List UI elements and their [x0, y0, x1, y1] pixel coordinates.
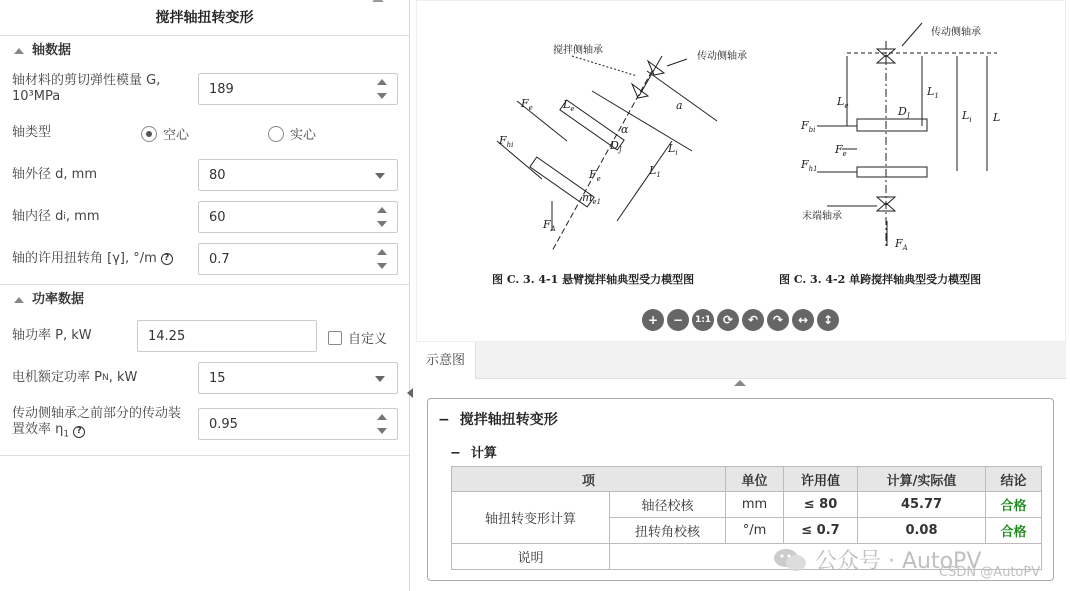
panel-collapse-handle[interactable]	[372, 0, 384, 2]
rotate-right-icon[interactable]: ↷	[767, 309, 789, 331]
result-panel	[427, 398, 1054, 581]
label-stir-bearing: 搅拌侧轴承	[553, 45, 603, 56]
status-badge: 合格	[986, 518, 1042, 544]
flip-horizontal-icon[interactable]: ↔	[792, 309, 814, 331]
label-text: 电机额定功率 P	[12, 370, 102, 385]
zoom-in-icon[interactable]: +	[642, 309, 664, 331]
label-Le-right: $L_e$	[837, 95, 849, 111]
input-value: 14.25	[148, 328, 186, 344]
section-header-shaft[interactable]	[0, 36, 409, 66]
panel-title: 搅拌轴扭转变形	[0, 0, 409, 36]
label-line2: 10³MPa	[12, 89, 61, 104]
checkbox-label: 自定义	[348, 332, 388, 347]
note-label-cell: 说明	[452, 544, 610, 570]
label-line1: 传动侧轴承之前部分的传动装	[12, 405, 182, 421]
label-Fh1: $F_{h1}$	[801, 158, 818, 174]
wechat-icon	[773, 547, 807, 573]
shaft-power-label: 轴功率 P, kW	[12, 328, 92, 343]
outer-diameter-select[interactable]	[198, 159, 398, 191]
label-text: , kW	[108, 370, 138, 385]
section-header-power[interactable]	[0, 285, 409, 315]
stepper[interactable]	[377, 207, 387, 227]
stepper[interactable]	[377, 414, 387, 434]
label-Li: $L_i$	[668, 142, 678, 158]
radio-label: 实心	[290, 128, 317, 143]
allow-twist-label	[12, 238, 173, 280]
input-value: 0.95	[209, 416, 238, 432]
input-panel	[0, 0, 410, 591]
splitter-handle[interactable]	[407, 388, 413, 398]
value-cell: 45.77	[858, 492, 986, 518]
row-shaft-power	[0, 315, 409, 357]
radio-solid[interactable]	[268, 124, 316, 143]
table-header	[452, 467, 1042, 492]
label-line2	[12, 422, 85, 443]
label-Fe2: $F_e$	[589, 168, 601, 184]
label-sub: N	[101, 373, 109, 383]
header-item: 项	[452, 467, 726, 492]
left-figure-caption: 图 C. 3. 4-1 悬臂搅拌轴典型受力模型图	[492, 273, 695, 286]
radio-unselected-icon	[268, 126, 284, 142]
force-diagram	[417, 1, 1067, 301]
input-value: 60	[209, 209, 226, 225]
shaft-type-label: 轴类型	[12, 125, 52, 140]
motor-power-label	[12, 357, 137, 399]
checkbox-box	[328, 331, 342, 345]
label-Fe: $F_e$	[521, 97, 533, 113]
header-allow: 许用值	[784, 467, 858, 492]
row-efficiency	[0, 399, 409, 449]
label-L1-right: $L_1$	[927, 85, 939, 101]
tab-diagram[interactable]: 示意图	[416, 342, 476, 379]
collapse-icon	[14, 297, 24, 303]
watermark-text: 公众号 · AutoPV	[815, 549, 982, 574]
stepper[interactable]	[377, 79, 387, 99]
item-cell: 扭转角校核	[610, 518, 726, 544]
label-Dj-right: $D_J$	[898, 105, 910, 121]
inner-diameter-label	[12, 196, 100, 238]
custom-checkbox[interactable]	[328, 328, 387, 347]
status-badge: 合格	[986, 492, 1042, 518]
result-subtitle[interactable]: − 计算	[450, 446, 497, 461]
chevron-down-icon	[375, 376, 385, 382]
label-Le: $L_e$	[563, 98, 575, 114]
group-cell: 轴扭转变形计算	[452, 492, 610, 544]
item-cell: 轴径校核	[610, 492, 726, 518]
collapse-up-icon[interactable]	[734, 380, 746, 386]
diagram-viewer[interactable]	[416, 0, 1066, 342]
input-value: 0.7	[209, 251, 230, 267]
label-sub: 1	[63, 429, 70, 440]
label-line1: 轴材料的剪切弹性模量 G,	[12, 73, 161, 88]
section-title: 轴数据	[32, 43, 72, 58]
label-Li-right: $L_i$	[962, 109, 972, 125]
right-area	[416, 0, 1070, 591]
inner-diameter-input[interactable]	[198, 201, 398, 233]
label-sub: i	[63, 212, 66, 222]
radio-selected-icon	[141, 126, 157, 142]
zoom-out-icon[interactable]: −	[667, 309, 689, 331]
help-icon[interactable]: ?	[73, 426, 85, 438]
reset-icon[interactable]: ⟳	[717, 309, 739, 331]
allow-cell: ≤ 0.7	[784, 518, 858, 544]
label-text: , mm	[65, 209, 100, 224]
stepper[interactable]	[377, 249, 387, 269]
label-Fe-right: $F_e$	[835, 143, 847, 159]
row-inner-diameter	[0, 196, 409, 238]
row-outer-diameter	[0, 154, 409, 196]
input-value: 189	[209, 81, 234, 97]
label-FA-right: $F_A$	[895, 237, 908, 253]
shear-modulus-label	[12, 66, 160, 112]
row-motor-power	[0, 357, 409, 399]
flip-vertical-icon[interactable]: ↕	[817, 309, 839, 331]
allow-cell: ≤ 80	[784, 492, 858, 518]
unit-cell: mm	[726, 492, 784, 518]
label-L: L	[993, 111, 1001, 124]
allow-twist-input[interactable]	[198, 243, 398, 275]
label-mel: $m_{e1}$	[582, 191, 602, 207]
collapse-icon	[14, 48, 24, 54]
label-drive-bearing: 传动侧轴承	[697, 51, 747, 62]
label-drive-bearing-right: 传动侧轴承	[931, 27, 981, 38]
outer-diameter-label: 轴外径 d, mm	[12, 167, 97, 182]
header-value: 计算/实际值	[858, 467, 986, 492]
label-FA: $F_A$	[543, 218, 556, 234]
header-result: 结论	[986, 467, 1042, 492]
tab-bar	[416, 342, 1066, 379]
section-title: 功率数据	[32, 292, 85, 307]
motor-power-select[interactable]	[198, 362, 398, 394]
row-shaft-type	[0, 112, 409, 154]
shaft-power-input[interactable]	[137, 320, 317, 352]
select-value: 15	[209, 370, 226, 386]
help-icon[interactable]: ?	[161, 253, 173, 265]
label-L1: $L_1$	[649, 164, 661, 180]
select-value: 80	[209, 167, 226, 183]
viewer-toolbar	[642, 309, 839, 331]
table-row	[452, 492, 1042, 518]
radio-hollow[interactable]	[141, 124, 189, 143]
row-allow-twist	[0, 238, 409, 280]
value-cell: 0.08	[858, 518, 986, 544]
efficiency-label	[12, 399, 181, 449]
right-figure-caption: 图 C. 3. 4-2 单跨搅拌轴典型受力模型图	[779, 273, 982, 286]
shear-modulus-input[interactable]	[198, 73, 398, 105]
label-Dj: $D_J$	[610, 139, 622, 155]
header-unit: 单位	[726, 467, 784, 492]
radio-label: 空心	[163, 128, 190, 143]
chevron-down-icon	[375, 173, 385, 179]
actual-size-icon[interactable]: 1:1	[692, 309, 714, 331]
efficiency-input[interactable]	[198, 408, 398, 440]
label-alpha: α	[621, 123, 629, 136]
label-Fhi: $F_{hi}$	[499, 134, 514, 150]
label-text: 轴内径 d	[12, 209, 64, 224]
label-text: 轴的许用扭转角 [γ], °/m	[12, 251, 157, 266]
label-a: a	[676, 99, 683, 112]
watermark-sub: CSDN @AutoPV	[939, 565, 1041, 580]
unit-cell: °/m	[726, 518, 784, 544]
result-title[interactable]: − 搅拌轴扭转变形	[438, 412, 558, 428]
rotate-left-icon[interactable]: ↶	[742, 309, 764, 331]
row-shear-modulus	[0, 66, 409, 112]
label-end-bearing: 末端轴承	[802, 211, 842, 222]
label-text: 置效率 η	[12, 421, 64, 437]
label-Fbi: $F_{bi}$	[801, 119, 816, 135]
